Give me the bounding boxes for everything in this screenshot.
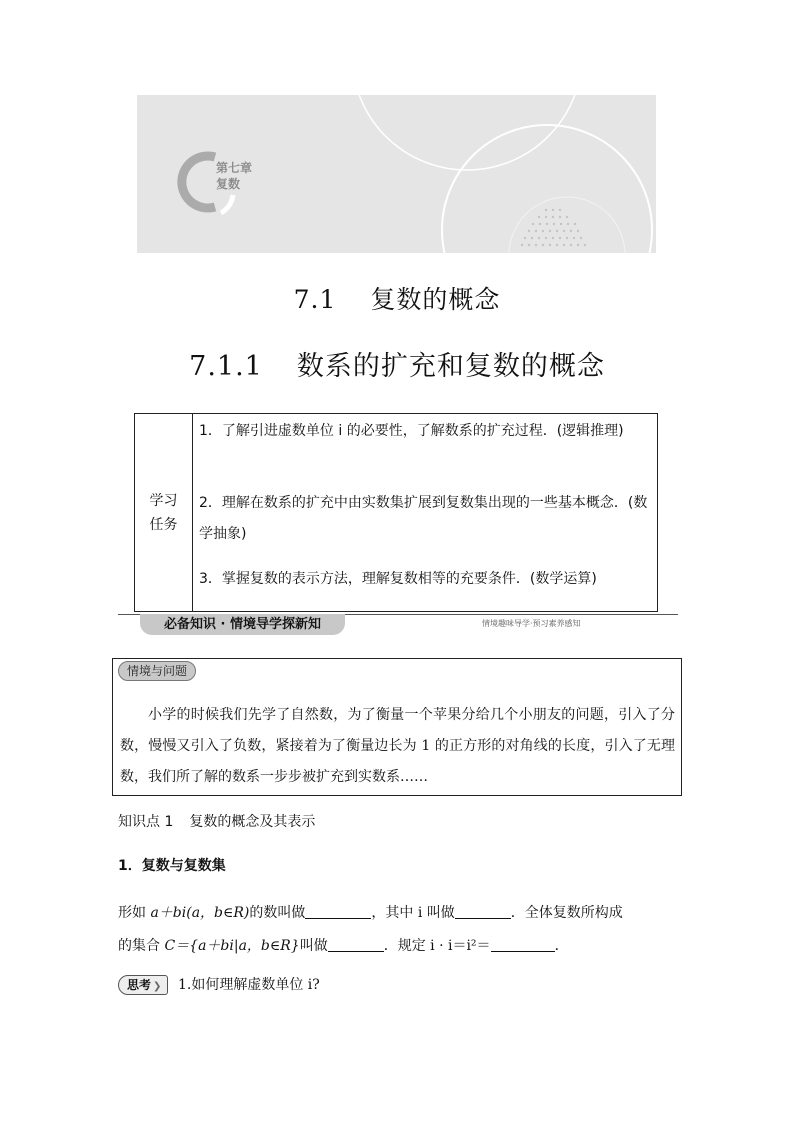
banner-decoration [137,95,656,253]
subsection-number: 7.1.1 [189,351,263,382]
complex-set-expression: C＝{a＋bi|a，b∈R} [164,938,300,954]
think-badge: 思考 ❯ [118,975,168,995]
section-title [0,280,794,316]
learning-task-label: 学习 任务 [135,414,193,611]
knowledge-point-heading [118,811,315,831]
subsection-title [0,344,794,383]
fill-blank[interactable] [491,935,555,952]
think-question: 1.如何理解虚数单位 i? [178,977,320,993]
situation-badge: 情境与问题 [118,661,196,681]
section-title-text: 复数的概念 [370,285,501,314]
fill-blank[interactable] [305,902,371,919]
section-number: 7.1 [293,285,337,314]
complex-form-expression: a＋bi(a，b∈R) [150,905,250,921]
chapter-banner [137,95,656,253]
chapter-label: 第七章 复数 [216,161,253,191]
fill-blank[interactable] [455,902,511,919]
definition-paragraph: 形如 a＋bi(a，b∈R)的数叫做 ，其中 i 叫做 ．全体复数所构成 的集合 C＝{a＋bi|a，b∈R}叫做 ．规定 i · i＝i²＝ ． [118,897,678,963]
subsection-title-text: 数系的扩充和复数的概念 [296,351,605,382]
chevron-right-icon: ❯ [153,981,162,992]
section-bar-subtitle: 情境趣味导学·预习素养感知 [482,619,581,628]
learning-task-box [134,413,658,612]
knowledge-point-title: 复数的概念及其表示 [189,814,316,830]
knowledge-point-number: 知识点 1 [118,814,174,830]
task-item: 1．了解引进虚数单位 i 的必要性，了解数系的扩充过程．(逻辑推理) [199,423,624,439]
task-item: 3．掌握复数的表示方法，理解复数相等的充要条件．(数学运算) [199,571,597,587]
subheading: 1．复数与复数集 [118,858,226,874]
fill-blank[interactable] [328,935,384,952]
task-item: 2．理解在数系的扩充中由实数集扩展到复数集出现的一些基本概念．(数学抽象) [199,495,648,542]
situation-text: 小学的时候我们先学了自然数，为了衡量一个苹果分给几个小朋友的问题，引入了分数，慢慢又引入了负数，紧接着为了衡量边长为 1 的正方形的对角线的长度，引入了无理数，我们所了解的数系一步步被扩充到实数系…… [120,707,675,785]
section-bar: 必备知识 · 情境导学探新知 [140,614,345,635]
